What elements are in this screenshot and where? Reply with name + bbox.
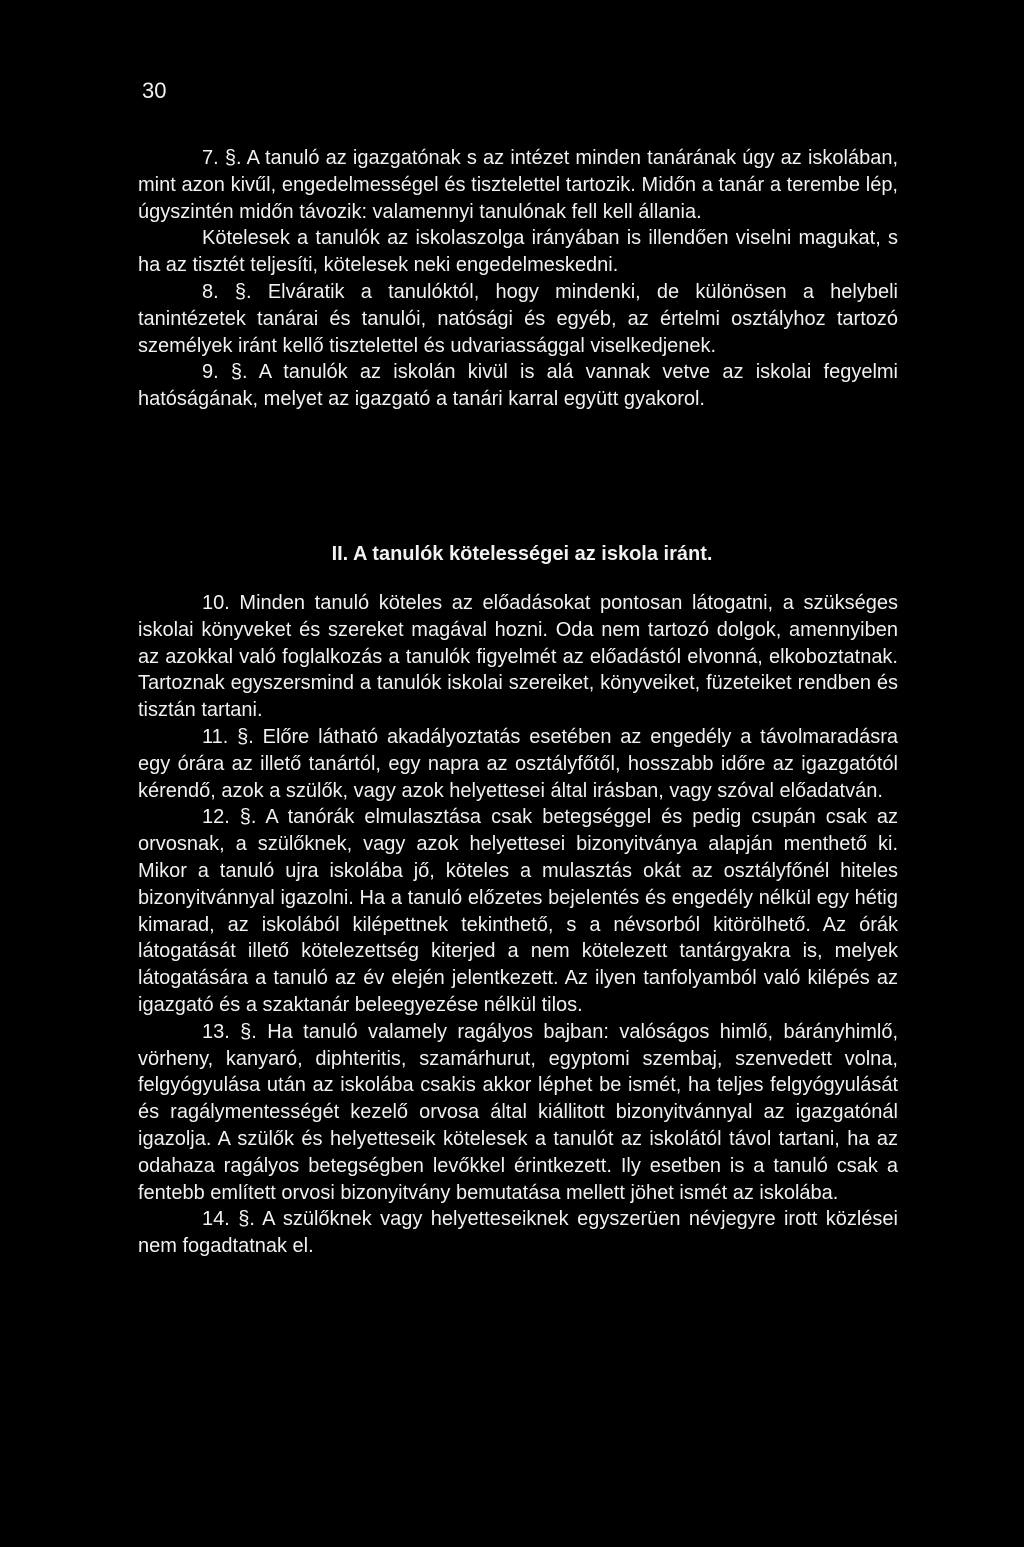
section-two	[138, 590, 898, 1260]
section-one	[138, 145, 898, 413]
section-heading: II. A tanulók kötelességei az iskola iránt.	[331, 543, 713, 565]
paragraph-10: 10. Minden tanuló köteles az előadásokat pontosan látogatni, a szükséges iskolai könyveket és szereket magával hozni. Oda nem tartozó dolgok, amennyiben az azokkal való foglalkozás a tanulók figyelmét az előadástól elvonná, elkoboztatnak. Tartoznak egyszersmind a tanulók iskolai szereiket, könyveiket, füzeteiket rendben és tisztán tartani.	[138, 592, 898, 722]
paragraph-12: 12. §. A tanórák elmulasztása csak betegséggel és pedig csupán csak az orvosnak, a szülőknek, vagy azok helyettesei bizonyitványa alapján menthető ki. Mikor a tanuló ujra iskolába jő, köteles a mulasztás okát az osztályfőnél hiteles bizonyitvánnyal igazolni. Ha a tanuló előzetes bejelentés és engedély nélkül egy hétig kimarad, az iskolából kilépettnek tekinthető, s a névsorból kitörölhető. Az órák látogatását illető kötelezettség kiterjed a nem kötelezett tantárgyakra is, melyek látogatására a tanuló az év elején jelentkezett. Az ilyen tanfolyamból való kilépés az igazgató és a szaktanár beleegyezése nélkül tilos.	[138, 806, 898, 1016]
paragraph-8: 8. §. Elváratik a tanulóktól, hogy mindenki, de különösen a helybeli tanintézetek tanárai és tanulói, natósági és egyéb, az értelmi osztályhoz tartozó személyek iránt kellő tisztelettel és udvariassággal viselkedjenek.	[138, 280, 898, 357]
paragraph-7-continued: Kötelesek a tanulók az iskolaszolga irányában is illendően viselni magukat, s ha az tisztét teljesíti, kötelesek neki engedelmeskedni.	[138, 227, 898, 277]
paragraph-14: 14. §. A szülőknek vagy helyetteseiknek egyszerüen névjegyre irott közlései nem fogadtatnak el.	[138, 1208, 898, 1258]
page-number: 30	[142, 78, 167, 103]
paragraph-11: 11. §. Előre látható akadályoztatás esetében az engedély a távolmaradásra egy órára az illető tanártól, egy napra az osztályfőtől, hosszabb időre az igazgatótól kérendő, azok a szülők, vagy azok helyettesei által irásban, vagy szóval előadatván.	[138, 725, 898, 802]
paragraph-9: 9. §. A tanulók az iskolán kivül is alá vannak vetve az iskolai fegyelmi hatóságának, melyet az igazgató a tanári karral együtt gyakorol.	[138, 361, 898, 411]
paragraph-7: 7. §. A tanuló az igazgatónak s az intézet minden tanárának úgy az iskolában, mint azon kivűl, engedelmességel és tisztelettel tartozik. Midőn a tanár a terembe lép, úgyszintén midőn távozik: valamennyi tanulónak fell kell állania.	[138, 147, 898, 223]
paragraph-13: 13. §. Ha tanuló valamely ragályos bajban: valóságos himlő, bárányhimlő, vörheny, kanyaró, diphteritis, szamárhurut, egyptomi szembaj, szenvedett volna, felgyógyulása után az iskolába csakis akkor léphet be ismét, ha teljes felgyógyulását és ragálymentességét kezelő orvosa által kiállitott bizonyitvánnyal az igazgatónál igazolja. A szülők és helyetteseik kötelesek a tanulót az iskolától távol tartani, ha az odahaza ragályos betegségben levőkkel érintkezett. Ily esetben is a tanuló csak a fentebb említett orvosi bizonyitvány bemutatása mellett jöhet ismét az iskolába.	[138, 1020, 898, 1204]
